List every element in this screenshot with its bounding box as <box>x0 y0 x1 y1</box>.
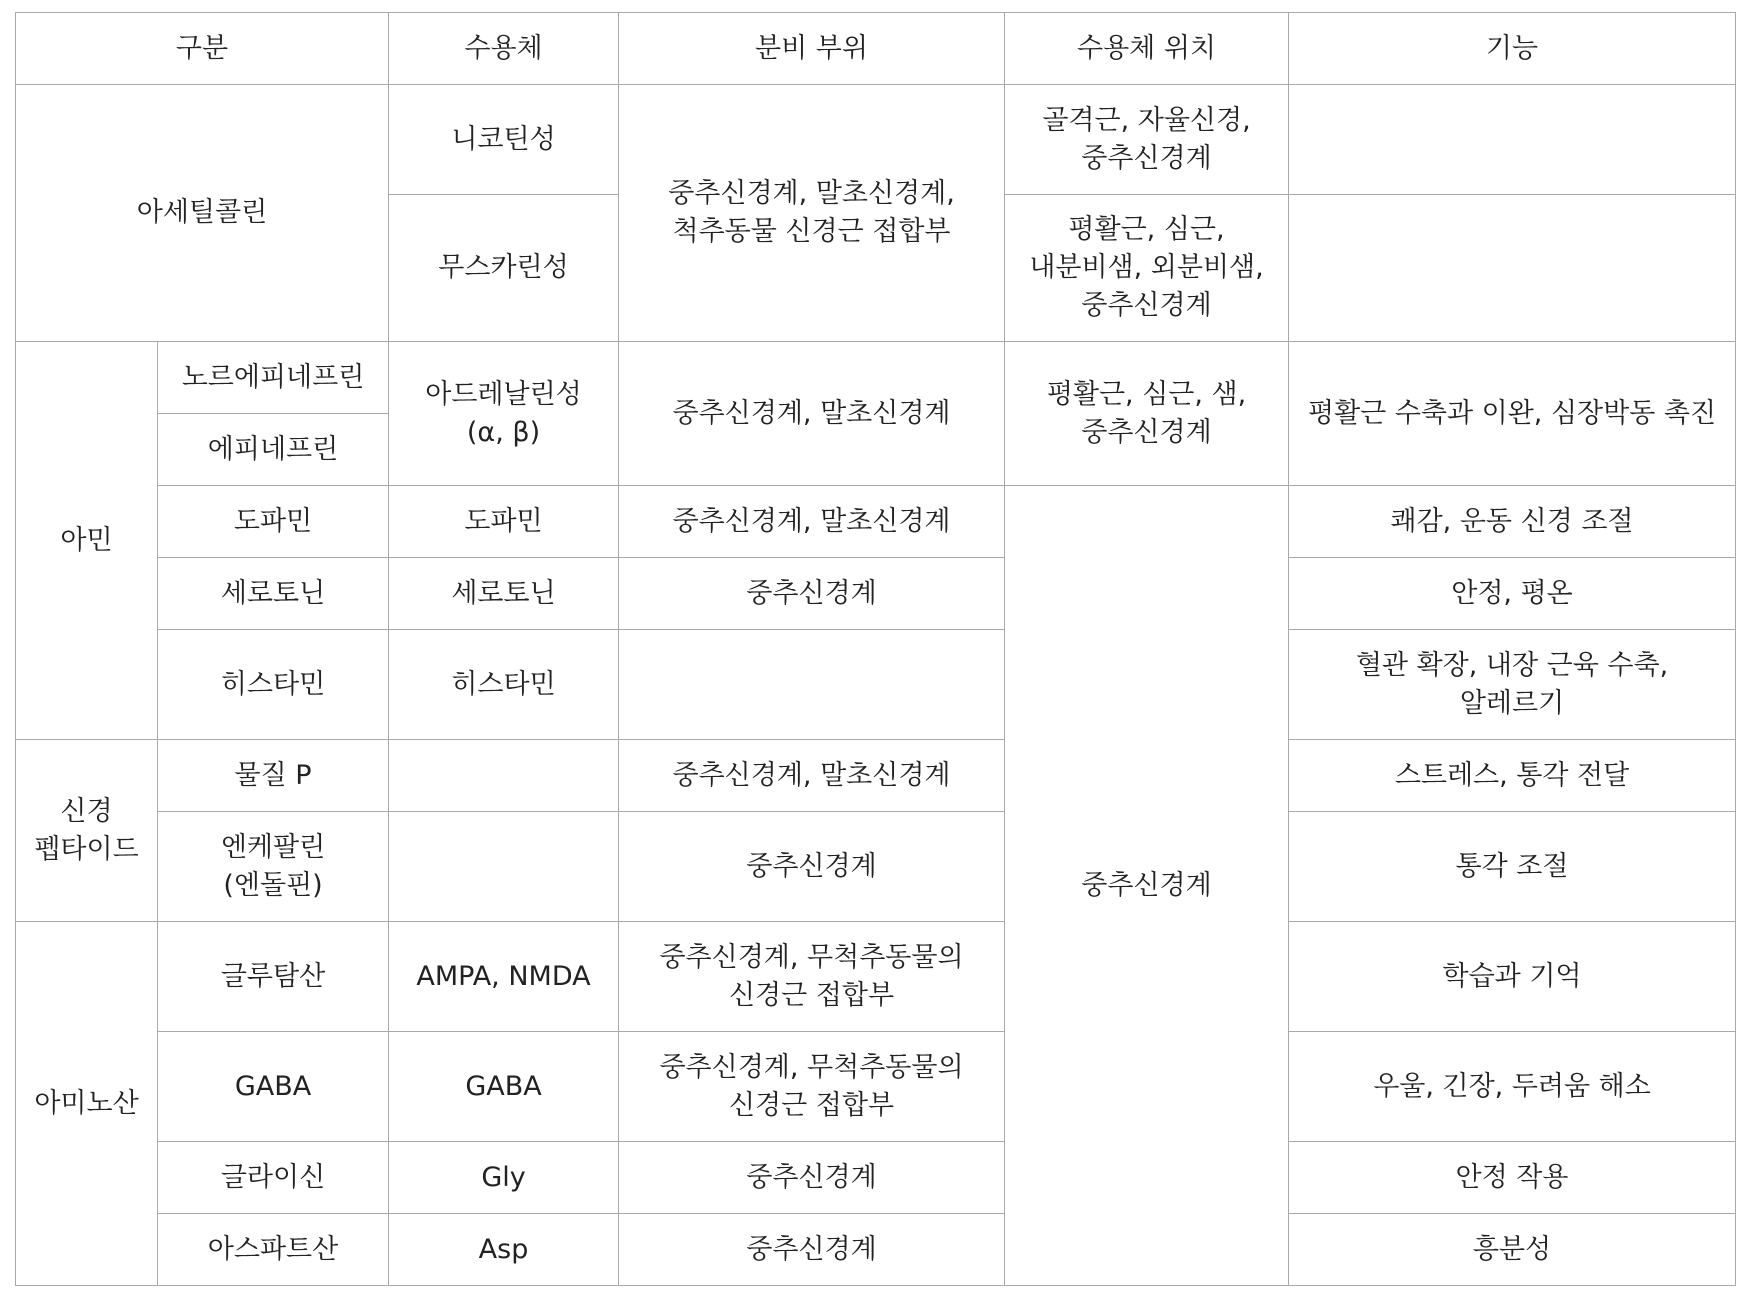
aspartate-secretion-site: 중추신경계 <box>619 1214 1005 1286</box>
aspartate-function: 흥분성 <box>1289 1214 1736 1286</box>
dopamine-function: 쾌감, 운동 신경 조절 <box>1289 486 1736 558</box>
aspartate-name: 아스파트산 <box>158 1214 389 1286</box>
adrenergic-receptor-location: 평활근, 심근, 샘, 중추신경계 <box>1005 342 1289 486</box>
epinephrine-name: 에피네프린 <box>158 414 389 486</box>
table-row <box>16 740 1736 812</box>
table-row <box>16 1214 1736 1286</box>
table-row <box>16 85 1736 195</box>
serotonin-receptor: 세로토닌 <box>389 558 619 630</box>
enkephalin-name: 엔케팔린 (엔돌핀) <box>158 812 389 922</box>
enkephalin-function: 통각 조절 <box>1289 812 1736 922</box>
glycine-name: 글라이신 <box>158 1142 389 1214</box>
substance-p-secretion-site: 중추신경계, 말초신경계 <box>619 740 1005 812</box>
glutamate-function: 학습과 기억 <box>1289 922 1736 1032</box>
muscarinic-receptor: 무스카린성 <box>389 195 619 342</box>
substance-p-name: 물질 P <box>158 740 389 812</box>
serotonin-name: 세로토닌 <box>158 558 389 630</box>
gaba-secretion-site: 중추신경계, 무척추동물의 신경근 접합부 <box>619 1032 1005 1142</box>
header-receptor: 수용체 <box>389 13 619 85</box>
table-row <box>16 922 1736 1032</box>
table-row <box>16 1142 1736 1214</box>
dopamine-receptor: 도파민 <box>389 486 619 558</box>
adrenergic-receptor: 아드레날린성 (α, β) <box>389 342 619 486</box>
norepinephrine-name: 노르에피네프린 <box>158 342 389 414</box>
glutamate-secretion-site: 중추신경계, 무척추동물의 신경근 접합부 <box>619 922 1005 1032</box>
glutamate-receptor: AMPA, NMDA <box>389 922 619 1032</box>
gaba-function: 우울, 긴장, 두려움 해소 <box>1289 1032 1736 1142</box>
header-row <box>16 13 1736 85</box>
nicotinic-function <box>1289 85 1736 195</box>
neuropeptide-group-label: 신경 펩타이드 <box>16 740 158 922</box>
enkephalin-secretion-site: 중추신경계 <box>619 812 1005 922</box>
table-row <box>16 1032 1736 1142</box>
aspartate-receptor: Asp <box>389 1214 619 1286</box>
glutamate-name: 글루탐산 <box>158 922 389 1032</box>
histamine-receptor: 히스타민 <box>389 630 619 740</box>
amine-group-label: 아민 <box>16 342 158 740</box>
header-function: 기능 <box>1289 13 1736 85</box>
adrenergic-function: 평활근 수축과 이완, 심장박동 촉진 <box>1289 342 1736 486</box>
table-row <box>16 630 1736 740</box>
histamine-secretion-site <box>619 630 1005 740</box>
nicotinic-receptor: 니코틴성 <box>389 85 619 195</box>
header-category: 구분 <box>16 13 389 85</box>
glycine-receptor: Gly <box>389 1142 619 1214</box>
muscarinic-receptor-location: 평활근, 심근, 내분비샘, 외분비샘, 중추신경계 <box>1005 195 1289 342</box>
table-row <box>16 812 1736 922</box>
table-row <box>16 342 1736 414</box>
serotonin-secretion-site: 중추신경계 <box>619 558 1005 630</box>
dopamine-secretion-site: 중추신경계, 말초신경계 <box>619 486 1005 558</box>
glycine-secretion-site: 중추신경계 <box>619 1142 1005 1214</box>
acetylcholine-secretion-site: 중추신경계, 말초신경계, 척추동물 신경근 접합부 <box>619 85 1005 342</box>
gaba-name: GABA <box>158 1032 389 1142</box>
glycine-function: 안정 작용 <box>1289 1142 1736 1214</box>
table-row <box>16 486 1736 558</box>
dopamine-name: 도파민 <box>158 486 389 558</box>
histamine-function: 혈관 확장, 내장 근육 수축, 알레르기 <box>1289 630 1736 740</box>
neurotransmitter-table <box>15 12 1736 1286</box>
serotonin-function: 안정, 평온 <box>1289 558 1736 630</box>
header-receptor-location: 수용체 위치 <box>1005 13 1289 85</box>
histamine-name: 히스타민 <box>158 630 389 740</box>
nicotinic-receptor-location: 골격근, 자율신경, 중추신경계 <box>1005 85 1289 195</box>
enkephalin-receptor <box>389 812 619 922</box>
acetylcholine-label: 아세틸콜린 <box>16 85 389 342</box>
gaba-receptor: GABA <box>389 1032 619 1142</box>
header-secretion-site: 분비 부위 <box>619 13 1005 85</box>
substance-p-function: 스트레스, 통각 전달 <box>1289 740 1736 812</box>
amino-acid-group-label: 아미노산 <box>16 922 158 1286</box>
table-row <box>16 558 1736 630</box>
muscarinic-function <box>1289 195 1736 342</box>
adrenergic-secretion-site: 중추신경계, 말초신경계 <box>619 342 1005 486</box>
substance-p-receptor <box>389 740 619 812</box>
shared-receptor-location: 중추신경계 <box>1005 486 1289 1286</box>
